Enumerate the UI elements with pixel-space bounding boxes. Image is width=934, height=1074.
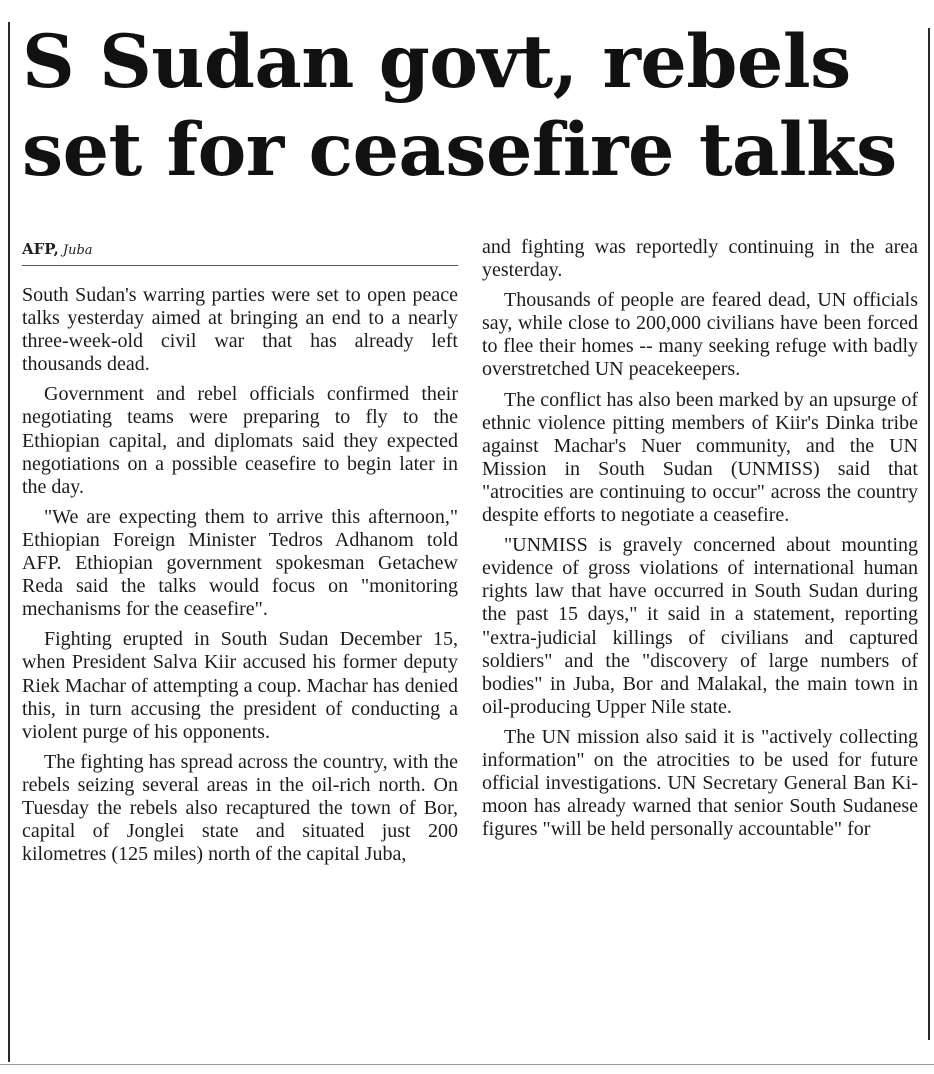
article-column-left bbox=[22, 284, 458, 873]
column-rule-left bbox=[8, 22, 10, 1062]
byline-dateline-city: Juba bbox=[62, 243, 93, 258]
headline-line-1: S Sudan govt, rebels bbox=[22, 19, 851, 105]
paragraph-1: South Sudan's warring parties were set to open peace talks yesterday aimed at bringing an end to a nearly three-week-old civil war that has already left thousands dead. bbox=[22, 284, 458, 376]
article-column-right bbox=[482, 236, 918, 848]
paragraph-4: Fighting erupted in South Sudan December 15, when President Salva Kiir accused his former deputy Riek Machar of attempting a coup. Machar has denied this, in turn accusing the president of conducting a violent purge of his opponents. bbox=[22, 628, 458, 743]
paragraph-3: "We are expecting them to arrive this afternoon," Ethiopian Foreign Minister Tedros Adhanom told AFP. Ethiopian government spokesman Getachew Reda said the talks would focus on "monitoring mechanisms for the ceasefire". bbox=[22, 505, 458, 621]
byline-agency: AFP, bbox=[22, 240, 59, 258]
byline-rule bbox=[22, 265, 458, 266]
byline bbox=[22, 240, 458, 260]
headline bbox=[22, 18, 922, 194]
paragraph-2: Government and rebel officials confirmed their negotiating teams were preparing to fly to the Ethiopian capital, and diplomats said they expected negotiations on a possible ceasefire to begin later in the day. bbox=[22, 383, 458, 498]
headline-line-2: set for ceasefire talks bbox=[22, 107, 897, 193]
page-bottom-rule bbox=[0, 1064, 934, 1065]
paragraph-6: Thousands of people are feared dead, UN officials say, while close to 200,000 civilians have been forced to flee their homes -- many seeking refuge with badly overstretched UN peacekeepers. bbox=[482, 289, 918, 381]
paragraph-7: The conflict has also been marked by an upsurge of ethnic violence pitting members of Kiir's Dinka tribe against Machar's Nuer community, and the UN Mission in South Sudan (UNMISS) said that "atrocities are continuing to occur" across the country despite efforts to negotiate a ceasefire. bbox=[482, 388, 918, 527]
paragraph-8: "UNMISS is gravely concerned about mounting evidence of gross violations of international human rights law that have occurred in South Sudan during the past 15 days," it said in a statement, reporting "extra-judicial killings of civilians and captured soldiers" and the "discovery of large numbers of bodies" in Juba, Bor and Malakal, the main town in oil-producing Upper Nile state. bbox=[482, 534, 918, 718]
column-rule-right bbox=[928, 28, 930, 1040]
paragraph-5: The fighting has spread across the country, with the rebels seizing several areas in the oil-rich north. On Tuesday the rebels also recaptured the town of Bor, capital of Jonglei state and situated just 200 kilometres (125 miles) north of the capital Juba, bbox=[22, 750, 458, 866]
paragraph-5-continued: and fighting was reportedly continuing in the area yesterday. bbox=[482, 236, 918, 282]
paragraph-9: The UN mission also said it is "actively collecting information" on the atrocities to be used for future official investigations. UN Secretary General Ban Ki-moon has already warned that senior South Sudanese figures "will be held personally accountable" for bbox=[482, 725, 918, 841]
